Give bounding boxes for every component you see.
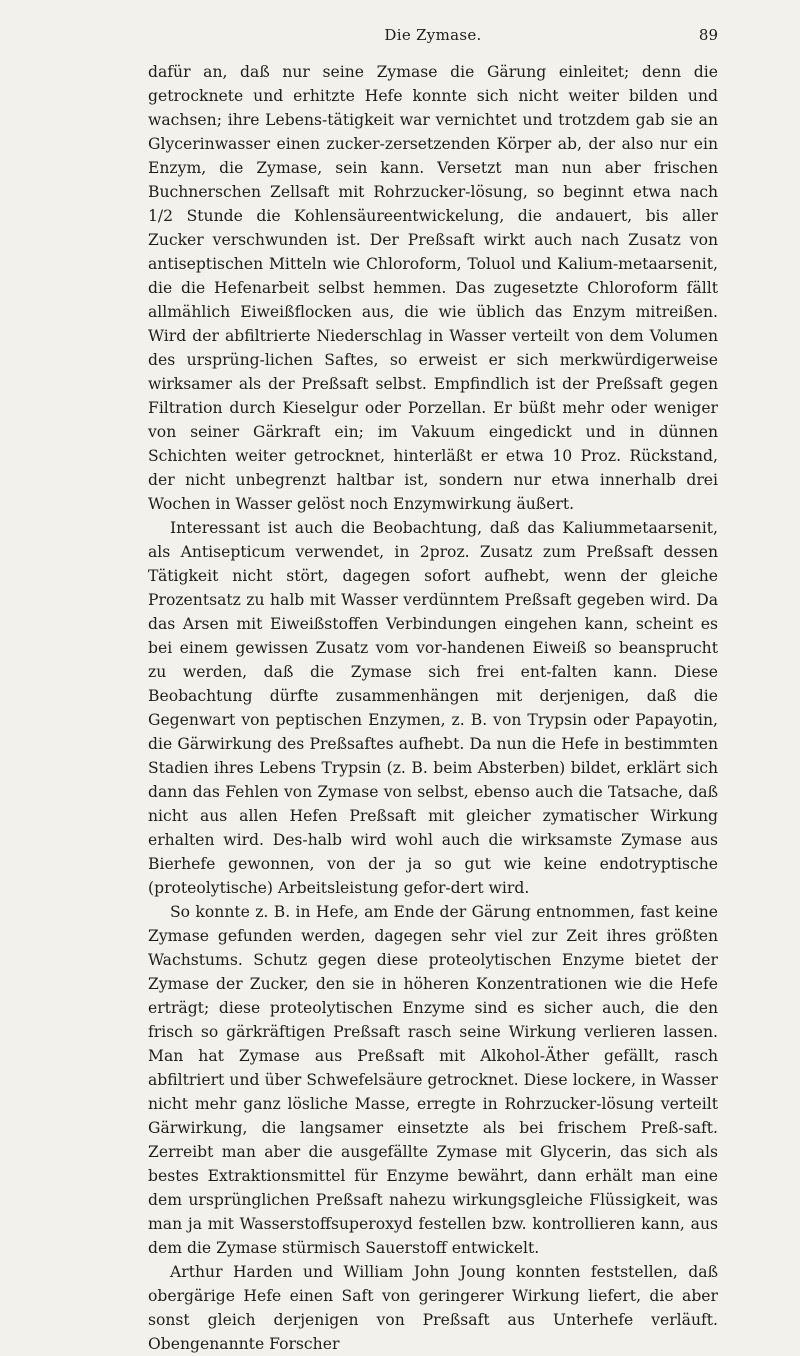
page-number: 89 [698, 26, 718, 44]
paragraph-4: Arthur Harden und William John Joung konnten feststellen, daß obergärige Hefe einen Saft von geringerer Wirkung liefert, die aber sonst gleich derjenigen von Preßsaft aus Unterhefe verläuft. Obengenannte Forscher [148, 1263, 718, 1353]
body-text [148, 60, 718, 1356]
paragraph-2: Interessant ist auch die Beobachtung, daß das Kaliummetaarsenit, als Antisepticum verwendet, in 2proz. Zusatz zum Preßsaft dessen Tätigkeit nicht stört, dagegen sofort aufhebt, wenn der gleiche Prozentsatz zu halb mit Wasser verdünntem Preßsaft gegeben wird. Da das Arsen mit Eiweißstoffen Verbindungen eingehen kann, scheint es bei einem gewissen Zusatz vom vor-handenen Eiweiß so beansprucht zu werden, daß die Zymase sich frei ent-falten kann. Diese Beobachtung dürfte zusammenhängen mit derjenigen, daß die Gegenwart von peptischen Enzymen, z. B. von Trypsin oder Papayotin, die Gärwirkung des Preßsaftes aufhebt. Da nun die Hefe in bestimmten Stadien ihres Lebens Trypsin (z. B. beim Absterben) bildet, erklärt sich dann das Fehlen von Zymase von selbst, ebenso auch die Tatsache, daß nicht aus allen Hefen Preßsaft mit gleicher zymatischer Wirkung erhalten wird. Des-halb wird wohl auch die wirksamste Zymase aus Bierhefe gewonnen, von der ja so gut wie keine endotryptische (proteolytische) Arbeitsleistung gefor-dert wird. [148, 519, 718, 897]
page-header [148, 26, 718, 52]
paragraph-1: dafür an, daß nur seine Zymase die Gärung einleitet; denn die getrocknete und erhitzte Hefe konnte sich nicht weiter bilden und wachsen; ihre Lebens-tätigkeit war vernichtet und trotzdem gab sie an Glycerinwasser einen zucker-zersetzenden Körper ab, der also nur ein Enzym, die Zymase, sein kann. Versetzt man nun aber frischen Buchnerschen Zellsaft mit Rohrzucker-lösung, so beginnt etwa nach 1/2 Stunde die Kohlensäureentwickelung, die andauert, bis aller Zucker verschwunden ist. Der Preßsaft wirkt auch nach Zusatz von antiseptischen Mitteln wie Chloroform, Toluol und Kalium-metaarsenit, die die Hefenarbeit selbst hemmen. Das zugesetzte Chloroform fällt allmählich Eiweißflocken aus, die wie üblich das Enzym mitreißen. Wird der abfiltrierte Niederschlag in Wasser verteilt von dem Volumen des ursprüng-lichen Saftes, so erweist er sich merkwürdigerweise wirksamer als der Preßsaft selbst. Empfindlich ist der Preßsaft gegen Filtration durch Kieselgur oder Porzellan. Er büßt mehr oder weniger von seiner Gärkraft ein; im Vakuum eingedickt und in dünnen Schichten weiter getrocknet, hinterläßt er etwa 10 Proz. Rückstand, der nicht unbegrenzt haltbar ist, sondern nur etwa innerhalb drei Wochen in Wasser gelöst noch Enzymwirkung äußert. [148, 63, 718, 513]
running-title: Die Zymase. [384, 26, 482, 44]
paragraph-3: So konnte z. B. in Hefe, am Ende der Gärung entnommen, fast keine Zymase gefunden werden, dagegen sehr viel zur Zeit ihres größten Wachstums. Schutz gegen diese proteolytischen Enzyme bietet der Zymase der Zucker, den sie in höheren Konzentrationen wie die Hefe erträgt; diese proteolytischen Enzyme sind es sicher auch, die den frisch so gärkräftigen Preßsaft rasch seine Wirkung verlieren lassen. Man hat Zymase aus Preßsaft mit Alkohol-Äther gefällt, rasch abfiltriert und über Schwefelsäure getrocknet. Diese lockere, in Wasser nicht mehr ganz lösliche Masse, erregte in Rohrzucker-lösung verteilt Gärwirkung, die langsamer einsetzte als bei frischem Preß-saft. Zerreibt man aber die ausgefällte Zymase mit Glycerin, das sich als bestes Extraktionsmittel für Enzyme bewährt, dann erhält man eine dem ursprünglichen Preßsaft nahezu wirkungsgleiche Flüssigkeit, was man ja mit Wasserstoffsuperoxyd festellen bzw. kontrollieren kann, aus dem die Zymase stürmisch Sauerstoff entwickelt. [148, 903, 718, 1257]
